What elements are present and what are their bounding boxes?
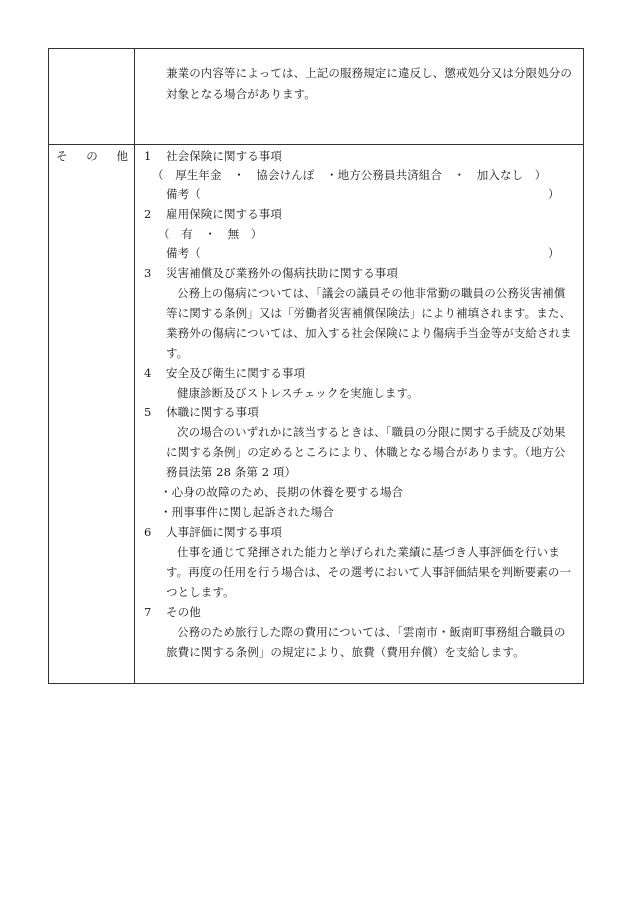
section-7-text-line-2: 旅費に関する条例」の規定により、旅費（費用弁償）を支給します。 [166, 645, 525, 659]
section-3-text-line-2: 等に関する条例」又は「労働者災害補償保険法」により補填されます。また、 [166, 306, 572, 320]
row-divider [49, 144, 583, 145]
section-4-title: 安全及び衛生に関する事項 [166, 366, 306, 380]
section-7-number: 7 [144, 605, 152, 619]
social-insurance-options: （ 厚生年金 ・ 協会けんぽ ・地方公務員共済組合 ・ 加入なし ） [152, 168, 547, 182]
section-5-text-line-1: 次の場合のいずれかに該当するときは、「職員の分限に関する手続及び効果 [177, 425, 566, 439]
section-1-number: 1 [144, 149, 152, 163]
section-5-title: 休職に関する事項 [166, 405, 259, 419]
side-job-note-line-2: 対象となる場合があります。 [166, 87, 316, 101]
row-label-char-1: そ [56, 149, 68, 163]
section-3-text-line-3: 業務外の傷病については、加入する社会保険により傷病手当金等が支給されま [166, 326, 572, 340]
section-3-text-line-4: す。 [166, 346, 189, 360]
section-4-number: 4 [144, 366, 152, 380]
section-2-title: 雇用保険に関する事項 [166, 207, 282, 221]
row-label-char-3: 他 [116, 149, 128, 163]
side-job-note-line-1: 兼業の内容等によっては、上記の服務規定に違反し、懲戒処分又は分限処分の [166, 66, 572, 80]
section-5-number: 5 [144, 405, 152, 419]
section-3-text-line-1: 公務上の傷病については、「議会の議員その他非常勤の職員の公務災害補償 [177, 286, 566, 300]
section-4-text-line-1: 健康診断及びストレスチェックを実施します。 [177, 386, 419, 400]
section-5-text-line-3: 務員法第 28 条第 2 項） [166, 465, 297, 479]
row-label-other [56, 149, 128, 163]
section-5-bullet-1: ・心身の故障のため、長期の休養を要する場合 [160, 485, 404, 499]
row-label-char-2: の [86, 149, 98, 163]
section-1-title: 社会保険に関する事項 [166, 149, 282, 163]
employment-insurance-options: （ 有 ・ 無 ） [158, 227, 263, 241]
section-6-text-line-1: 仕事を通じて発揮された能力と挙げられた業績に基づき人事評価を行いま [177, 545, 560, 559]
section-1-remarks-label: 備考（ [166, 187, 201, 201]
section-7-title: その他 [166, 605, 201, 619]
section-3-number: 3 [144, 266, 152, 280]
section-6-text-line-3: つとします。 [166, 585, 235, 599]
section-6-text-line-2: す。再度の任用を行う場合は、その選考において人事評価結果を判断要素の一 [166, 565, 572, 579]
section-5-bullet-2: ・刑事事件に関し起訴された場合 [160, 505, 334, 519]
section-5-text-line-2: に関する条例」の定めるところにより、休職となる場合があります。（地方公 [166, 445, 566, 459]
section-3-title: 災害補償及び業務外の傷病扶助に関する事項 [166, 266, 398, 280]
section-6-title: 人事評価に関する事項 [166, 525, 282, 539]
section-2-remarks-close: ） [548, 246, 560, 260]
section-2-number: 2 [144, 207, 152, 221]
conditions-table [48, 48, 584, 684]
section-2-remarks-label: 備考（ [166, 246, 201, 260]
section-1-remarks-close: ） [548, 187, 560, 201]
section-6-number: 6 [144, 525, 152, 539]
section-7-text-line-1: 公務のため旅行した際の費用については、「雲南市・飯南町事務組合職員の [177, 625, 566, 639]
